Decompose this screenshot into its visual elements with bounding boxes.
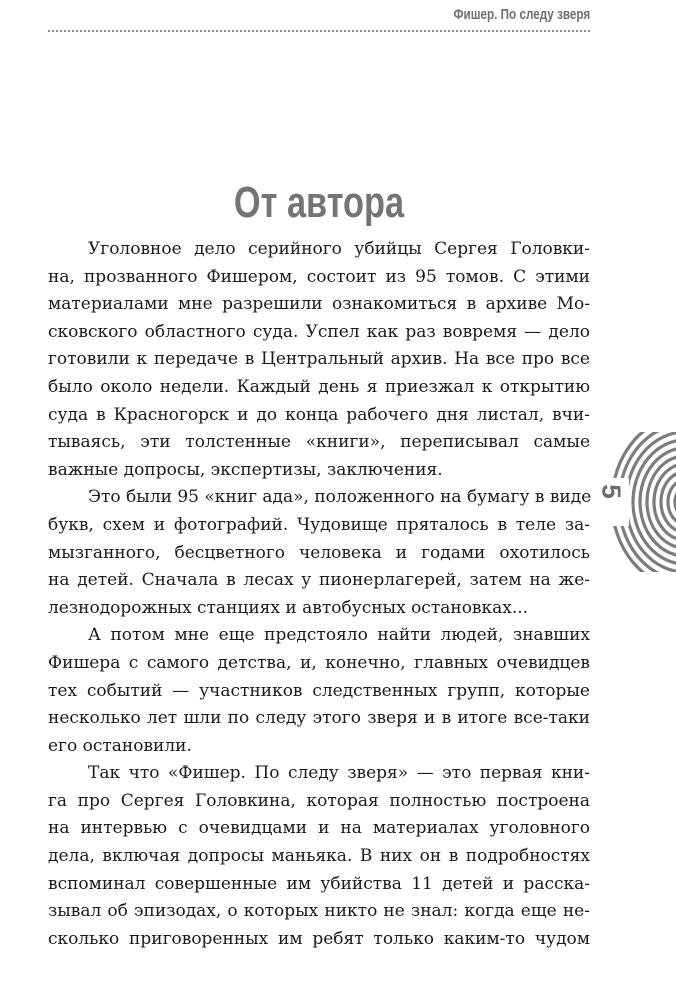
- text-line: сковского областного суда. Успел как раз вовремя — дело: [48, 321, 590, 342]
- text-line: несколько лет шли по следу этого зверя и в итоге все-таки: [48, 708, 590, 729]
- header-dotted-rule: [48, 30, 590, 32]
- text-line: тех событий — участников следственных групп, которые: [48, 680, 590, 701]
- text-line: важные допросы, экспертизы, заключения.: [48, 459, 443, 480]
- text-line: тываясь, эти толстенные «книги», переписывал самые: [48, 432, 590, 453]
- text-line: А потом мне еще предстояло найти людей, знавших: [88, 625, 590, 646]
- running-head-title: Фишер. По следу зверя: [453, 6, 590, 23]
- page-number: 5: [596, 484, 627, 499]
- text-line: материалами мне разрешили ознакомиться в архиве Мо-: [48, 294, 590, 315]
- text-line: его остановили.: [48, 735, 192, 756]
- text-line: Уголовное дело серийного убийцы Сергея Головки-: [88, 239, 590, 259]
- body-text: [48, 236, 590, 953]
- text-line: лезнодорожных станциях и автобусных остановках...: [48, 597, 529, 618]
- text-line: мызганного, бесцветного человека и годами охотилось: [48, 542, 590, 563]
- text-line: Это были 95 «книг ада», положенного на бумагу в виде: [88, 487, 592, 508]
- text-line: суда в Красногорск и до конца рабочего дня листал, вчи-: [48, 404, 590, 425]
- text-line: Фишера с самого детства, и, конечно, главных очевидцев: [48, 652, 590, 673]
- text-line: зывал об эпизодах, о которых никто не знал: когда еще не-: [48, 901, 590, 922]
- text-line: готовили к передаче в Центральный архив. На все про все: [48, 349, 590, 370]
- text-line: сколько приговоренных им ребят только каким-то чудом: [48, 928, 590, 949]
- text-line: на, прозванного Фишером, состоит из 95 томов. С этими: [48, 266, 590, 287]
- text-line: было около недели. Каждый день я приезжал к открытию: [48, 376, 590, 397]
- text-line: букв, схем и фотографий. Чудовище пряталось в теле за-: [48, 514, 590, 535]
- text-line: вспоминал совершенные им убийства 11 детей и расска-: [48, 873, 590, 894]
- text-line: на детей. Сначала в лесах у пионерлагерей, затем на же-: [48, 570, 590, 591]
- chapter-title: От автора: [233, 178, 405, 227]
- text-line: на интервью с очевидцами и на материалах уголовного: [48, 818, 590, 839]
- text-line: дела, включая допросы маньяка. В них он в подробностях: [48, 846, 590, 867]
- text-line: Так что «Фишер. По следу зверя» — это первая кни-: [88, 763, 590, 784]
- text-line: га про Сергея Головкина, которая полностью построена: [48, 790, 590, 811]
